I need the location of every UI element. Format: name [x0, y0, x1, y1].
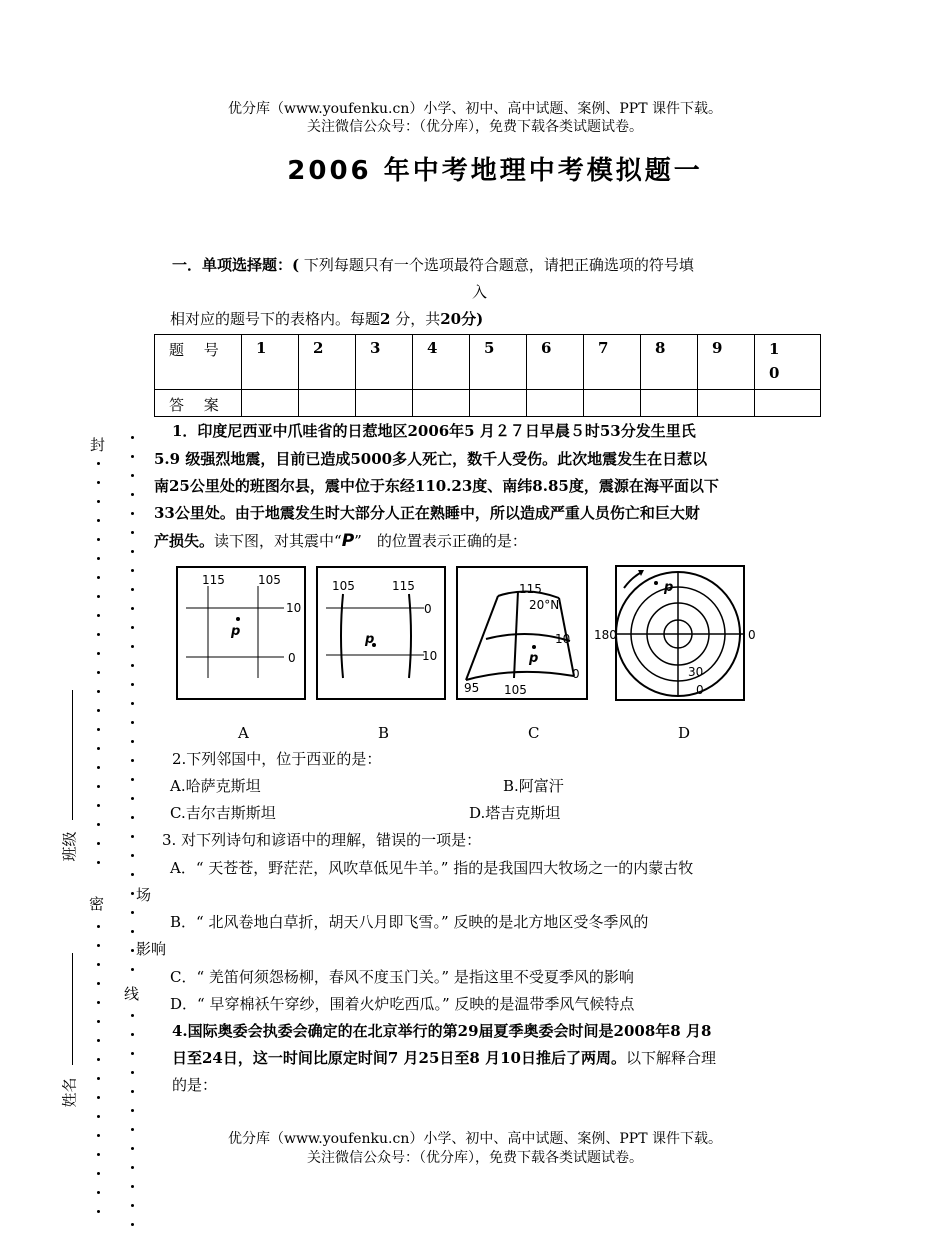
- binding-dot: [97, 785, 100, 788]
- instruction-a: 下列每题只有一个选项最符合题意，请把正确选项的符号填: [303, 256, 694, 274]
- q1-line-5-end: ” 的位置表示正确的是：: [354, 532, 527, 550]
- answer-cell-8[interactable]: [641, 390, 698, 417]
- class-label: 班级: [60, 831, 79, 862]
- binding-dot: [131, 1147, 134, 1150]
- figure-b-lon-2: 115: [392, 579, 415, 593]
- binding-dot: [131, 778, 134, 781]
- footer-line-1: 优分库（www.youfenku.cn）小学、初中、高中试题、案例、PPT 课件下载。: [227, 1131, 722, 1147]
- figure-d-lat-1: 30: [688, 665, 704, 679]
- binding-dot: [97, 614, 100, 617]
- figure-b-lon-1: 105: [332, 579, 355, 593]
- row-label-answer: 答 案: [155, 390, 242, 417]
- answer-cell-1[interactable]: [242, 390, 299, 417]
- binding-dot: [97, 1039, 100, 1042]
- q3-stem: 3. 对下列诗句和谚语中的理解，错误的一项是：: [162, 831, 482, 849]
- binding-dot: [131, 1204, 134, 1207]
- binding-dot: [97, 982, 100, 985]
- figure-d-lon-right: 0: [748, 628, 756, 642]
- answer-cell-3[interactable]: [356, 390, 413, 417]
- q1-line-2: 5.9 级强烈地震，目前已造成5000多人死亡，数千人受伤。此次地震发生在日惹以: [154, 450, 708, 468]
- instruction-b: 入: [472, 283, 488, 301]
- q2-option-b: B.阿富汗: [503, 777, 564, 795]
- binding-dot: [97, 1077, 100, 1080]
- q3-option-a: A．“ 天苍苍，野茫茫，风吹草低见牛羊。” 指的是我国四大牧场之一的内蒙古牧: [170, 859, 694, 877]
- instruction-c-end: 分): [461, 310, 484, 328]
- figure-d-point: [654, 581, 658, 585]
- q2-option-d: D.塔吉克斯坦: [469, 804, 561, 822]
- binding-dot: [97, 1191, 100, 1194]
- binding-dot: [131, 569, 134, 572]
- answer-row: [155, 390, 821, 417]
- table-cell-10: [755, 335, 821, 390]
- table-cell: 5: [470, 335, 527, 390]
- binding-dot: [97, 709, 100, 712]
- q3-option-a-wrap: 场: [136, 886, 152, 904]
- binding-dot: [131, 455, 134, 458]
- binding-dot: [131, 664, 134, 667]
- binding-dot: [97, 1058, 100, 1061]
- binding-dot: [97, 944, 100, 947]
- binding-dot: [97, 690, 100, 693]
- binding-dot: [131, 683, 134, 686]
- num10-a: 1: [769, 340, 780, 358]
- binding-dot: [131, 1109, 134, 1112]
- class-blank-line[interactable]: [72, 690, 73, 820]
- binding-dot: [131, 911, 134, 914]
- binding-dot: [97, 766, 100, 769]
- figure-d-lat-2: 0: [696, 683, 704, 697]
- figure-d: [594, 564, 764, 702]
- figure-a-lon-2: 105: [258, 573, 281, 587]
- figure-c-lat-mid: 10: [555, 632, 571, 646]
- answer-cell-9[interactable]: [698, 390, 755, 417]
- figure-b-meridian-1: [341, 594, 343, 678]
- binding-dot: [97, 1001, 100, 1004]
- q2-stem: 2.下列邻国中，位于西亚的是：: [172, 750, 382, 768]
- figure-a-point: [236, 617, 240, 621]
- binding-dot: [131, 1052, 134, 1055]
- binding-dot: [97, 519, 100, 522]
- binding-dot: [131, 436, 134, 439]
- binding-dot: [97, 861, 100, 864]
- figure-c-label: C: [528, 724, 540, 742]
- binding-dot: [97, 925, 100, 928]
- binding-dot: [131, 607, 134, 610]
- figure-d-lon-left: 180: [594, 628, 617, 642]
- q3-option-b: B．“ 北风卷地白草折，胡天八月即飞雪。” 反映的是北方地区受冬季风的: [170, 913, 649, 931]
- instruction-c: [170, 306, 483, 333]
- q1-line-3: 南25公里处的班图尔县，震中位于东经110.23度、南纬8.85度，震源在海平面以下: [154, 477, 719, 495]
- q1-line-1: 1．印度尼西亚中爪哇省的日惹地区2006年5 月２７日早晨５时53分发生里氏: [172, 422, 696, 440]
- binding-dot: [131, 873, 134, 876]
- binding-dot: [97, 823, 100, 826]
- question-number-row: [155, 335, 821, 390]
- binding-dot: [97, 1172, 100, 1175]
- binding-dot: [131, 512, 134, 515]
- instruction-c-text: 相对应的题号下的表格内。每题: [170, 310, 381, 328]
- binding-dot: [131, 474, 134, 477]
- binding-dot: [131, 1185, 134, 1188]
- binding-dot: [97, 633, 100, 636]
- binding-dot: [97, 538, 100, 541]
- answer-cell-4[interactable]: [413, 390, 470, 417]
- binding-dot: [131, 702, 134, 705]
- binding-dot: [97, 557, 100, 560]
- name-label: 姓名: [60, 1077, 79, 1108]
- figure-b-lat-1: 0: [424, 602, 432, 616]
- answer-cell-6[interactable]: [527, 390, 584, 417]
- binding-dot: [97, 1020, 100, 1023]
- binding-dot: [97, 804, 100, 807]
- header-line-1: 优分库（www.youfenku.cn）小学、初中、高中试题、案例、PPT 课件下载。: [227, 101, 722, 117]
- q2-option-c: C.吉尔吉斯斯坦: [170, 804, 276, 822]
- binding-dot: [97, 1210, 100, 1213]
- figure-a-lat-2: 0: [288, 651, 296, 665]
- figure-b-meridian-2: [409, 594, 411, 678]
- q1-p-symbol: P: [341, 531, 355, 551]
- figure-a-lat-1: 10: [286, 601, 302, 615]
- binding-dot: [131, 1033, 134, 1036]
- answer-cell-5[interactable]: [470, 390, 527, 417]
- answer-cell-2[interactable]: [299, 390, 356, 417]
- binding-dot: [97, 963, 100, 966]
- answer-table: [154, 334, 821, 417]
- section-instruction: [172, 252, 694, 279]
- figure-b-lat-2: 10: [422, 649, 438, 663]
- binding-dot: [131, 626, 134, 629]
- table-cell: 9: [698, 335, 755, 390]
- table-cell: 7: [584, 335, 641, 390]
- binding-dot: [97, 1153, 100, 1156]
- binding-dot: [97, 652, 100, 655]
- binding-dot: [97, 500, 100, 503]
- figure-a-frame: [177, 567, 305, 699]
- q4-line-1: 4.国际奥委会执委会确定的在北京举行的第29届夏季奥委会时间是2008年8 月8: [172, 1022, 712, 1040]
- binding-dot: [131, 1071, 134, 1074]
- binding-dot: [97, 481, 100, 484]
- header-line-2: 关注微信公众号：（优分库），免费下载各类试题试卷。: [307, 119, 643, 135]
- figure-c-point-label: p: [529, 651, 539, 666]
- figure-b-label: B: [378, 724, 390, 742]
- binding-dot: [131, 493, 134, 496]
- binding-dot: [131, 892, 134, 895]
- binding-dot: [131, 1223, 134, 1226]
- binding-dot: [97, 671, 100, 674]
- binding-dot: [97, 595, 100, 598]
- figure-c-lon-1: 95: [464, 681, 480, 695]
- figure-d-point-label: p: [664, 580, 674, 595]
- binding-dot: [131, 1090, 134, 1093]
- table-cell: 8: [641, 335, 698, 390]
- binding-dot: [131, 740, 134, 743]
- figure-c-parallel-bot: [466, 672, 574, 680]
- binding-dot: [131, 588, 134, 591]
- binding-dot: [97, 1096, 100, 1099]
- binding-dot: [131, 854, 134, 857]
- binding-dot: [97, 576, 100, 579]
- table-cell: 6: [527, 335, 584, 390]
- binding-feng: 封: [90, 436, 106, 454]
- section-heading: 一．单项选择题：(: [172, 256, 300, 274]
- figure-b: [316, 566, 446, 700]
- q4-line-2: [172, 1045, 716, 1072]
- name-blank-line[interactable]: [72, 953, 73, 1065]
- q4-line-2-bold: 日至24日，这一时间比原定时间7 月25日至8 月10日推后了两周。: [172, 1049, 626, 1067]
- q4-line-2-text: 以下解释合理: [625, 1049, 716, 1067]
- binding-dot: [131, 759, 134, 762]
- instruction-c-text2: 分，共: [390, 310, 441, 328]
- q3-option-c: C．“ 羌笛何须怨杨柳，春风不度玉门关。” 是指这里不受夏季风的影响: [170, 968, 634, 986]
- binding-dot: [131, 797, 134, 800]
- figure-c-point: [532, 645, 536, 649]
- binding-dot: [131, 531, 134, 534]
- figure-a: [176, 566, 306, 700]
- footer-line-2: 关注微信公众号：（优分库），免费下载各类试题试卷。: [307, 1150, 643, 1166]
- binding-dot: [131, 835, 134, 838]
- figure-c: [456, 566, 588, 700]
- num10-b: 0: [769, 364, 780, 382]
- q4-line-3: 的是：: [172, 1076, 218, 1094]
- figure-a-lon-1: 115: [202, 573, 225, 587]
- binding-dot: [131, 968, 134, 971]
- binding-dot: [131, 949, 134, 952]
- instruction-c-total: 20: [440, 310, 462, 328]
- binding-dot: [131, 1014, 134, 1017]
- answer-cell-10[interactable]: [755, 390, 821, 417]
- q2-option-a: A.哈萨克斯坦: [170, 777, 261, 795]
- figure-c-lat-top: 20°N: [529, 598, 560, 612]
- figure-c-lat-bot: 0: [572, 667, 580, 681]
- binding-dot: [97, 728, 100, 731]
- q1-line-5-text: 读下图，对其震中“: [214, 532, 342, 550]
- q3-option-d: D．“ 早穿棉袄午穿纱，围着火炉吃西瓜。” 反映的是温带季风气候特点: [170, 995, 635, 1013]
- binding-dot: [97, 1115, 100, 1118]
- binding-dot: [131, 550, 134, 553]
- binding-dot: [131, 1166, 134, 1169]
- figure-a-point-label: p: [231, 624, 241, 639]
- figure-d-label: D: [678, 724, 691, 742]
- binding-xian: 线: [124, 985, 140, 1003]
- binding-dot: [97, 462, 100, 465]
- figure-a-label: A: [238, 724, 249, 742]
- binding-dot: [131, 721, 134, 724]
- q1-line-5-bold: 产损失。: [154, 532, 215, 550]
- binding-dot: [97, 1134, 100, 1137]
- binding-dot: [131, 1128, 134, 1131]
- page-title: 2006 年中考地理中考模拟题一: [287, 156, 703, 186]
- q1-line-4: 33公里处。由于地震发生时大部分人正在熟睡中，所以造成严重人员伤亡和巨大财: [154, 504, 700, 522]
- binding-dot: [97, 747, 100, 750]
- table-cell: 4: [413, 335, 470, 390]
- answer-cell-7[interactable]: [584, 390, 641, 417]
- binding-mi: 密: [89, 895, 105, 913]
- q1-line-5: [154, 528, 527, 555]
- table-cell: 1: [242, 335, 299, 390]
- figure-b-point-label: p: [365, 632, 375, 647]
- binding-dot: [131, 930, 134, 933]
- row-label-number: 题 号: [155, 335, 242, 390]
- binding-dot: [131, 645, 134, 648]
- q3-option-b-wrap: 影响: [136, 940, 167, 958]
- table-cell: 2: [299, 335, 356, 390]
- table-cell: 3: [356, 335, 413, 390]
- binding-dot: [131, 816, 134, 819]
- figure-c-lon-2: 105: [504, 683, 527, 697]
- instruction-c-points: 2: [380, 310, 391, 328]
- figure-c-lon-top: 115: [519, 582, 542, 596]
- binding-dot: [97, 842, 100, 845]
